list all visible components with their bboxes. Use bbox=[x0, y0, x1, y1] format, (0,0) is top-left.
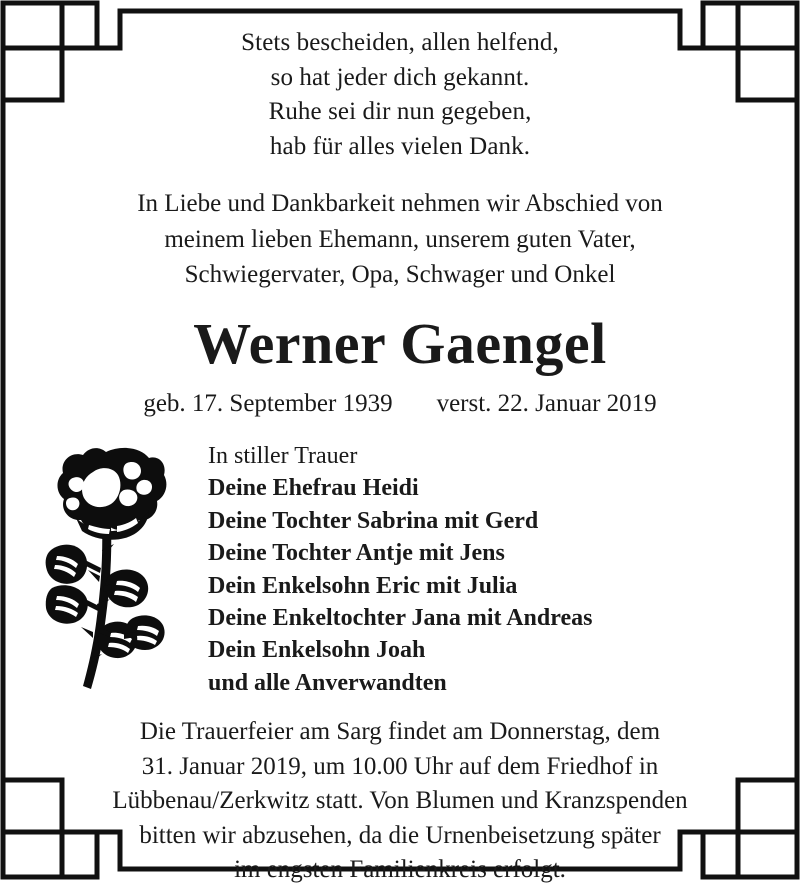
service-line: Die Trauerfeier am Sarg findet am Donnerstag, dem bbox=[139, 718, 661, 746]
mourner-item: und alle Anverwandten bbox=[208, 669, 447, 696]
mourner-item: Deine Enkeltochter Jana mit Andreas bbox=[208, 604, 593, 631]
dedication-line: Schwiegervater, Opa, Schwager und Onkel bbox=[184, 261, 616, 288]
deceased-name: Werner Gaengel bbox=[193, 310, 607, 376]
service-line: 31. Januar 2019, um 10.00 Uhr auf dem Friedhof in bbox=[141, 752, 659, 780]
verse-line: hab für alles vielen Dank. bbox=[269, 132, 531, 160]
verse-line: Stets bescheiden, allen helfend, bbox=[241, 29, 559, 56]
dedication-line: meinem lieben Ehemann, unserem guten Vater, bbox=[164, 225, 636, 253]
mourner-item: Dein Enkelsohn Joah bbox=[208, 637, 426, 664]
verse-line: so hat jeder dich gekannt. bbox=[270, 63, 530, 91]
dedication-text bbox=[137, 186, 663, 293]
birth-date: geb. 17. September 1939 bbox=[143, 389, 393, 417]
rose-holder bbox=[26, 440, 186, 691]
mourner-item: Dein Enkelsohn Eric mit Julia bbox=[208, 572, 518, 599]
verse-line: Ruhe sei dir nun gegeben, bbox=[268, 98, 532, 125]
mourning-heading: In stiller Trauer bbox=[208, 442, 358, 469]
service-line: bitten wir abzusehen, da die Urnenbeisetzung später bbox=[139, 821, 661, 849]
mourners-section bbox=[26, 440, 774, 699]
mourners-list bbox=[186, 440, 774, 699]
dedication-line: In Liebe und Dankbarkeit nehmen wir Abschied von bbox=[137, 190, 663, 217]
mourner-item: Deine Tochter Antje mit Jens bbox=[208, 540, 505, 567]
life-dates bbox=[143, 390, 656, 418]
mourner-item: Deine Tochter Sabrina mit Gerd bbox=[208, 507, 539, 534]
rose-icon bbox=[45, 446, 167, 691]
service-line: im engsten Familienkreis erfolgt. bbox=[234, 856, 566, 884]
memorial-verse bbox=[241, 26, 559, 164]
death-date: verst. 22. Januar 2019 bbox=[436, 389, 657, 417]
mourner-item: Deine Ehefrau Heidi bbox=[208, 475, 419, 502]
service-details bbox=[112, 715, 687, 888]
service-line: Lübbenau/Zerkwitz statt. Von Blumen und Kranzspenden bbox=[112, 787, 688, 815]
